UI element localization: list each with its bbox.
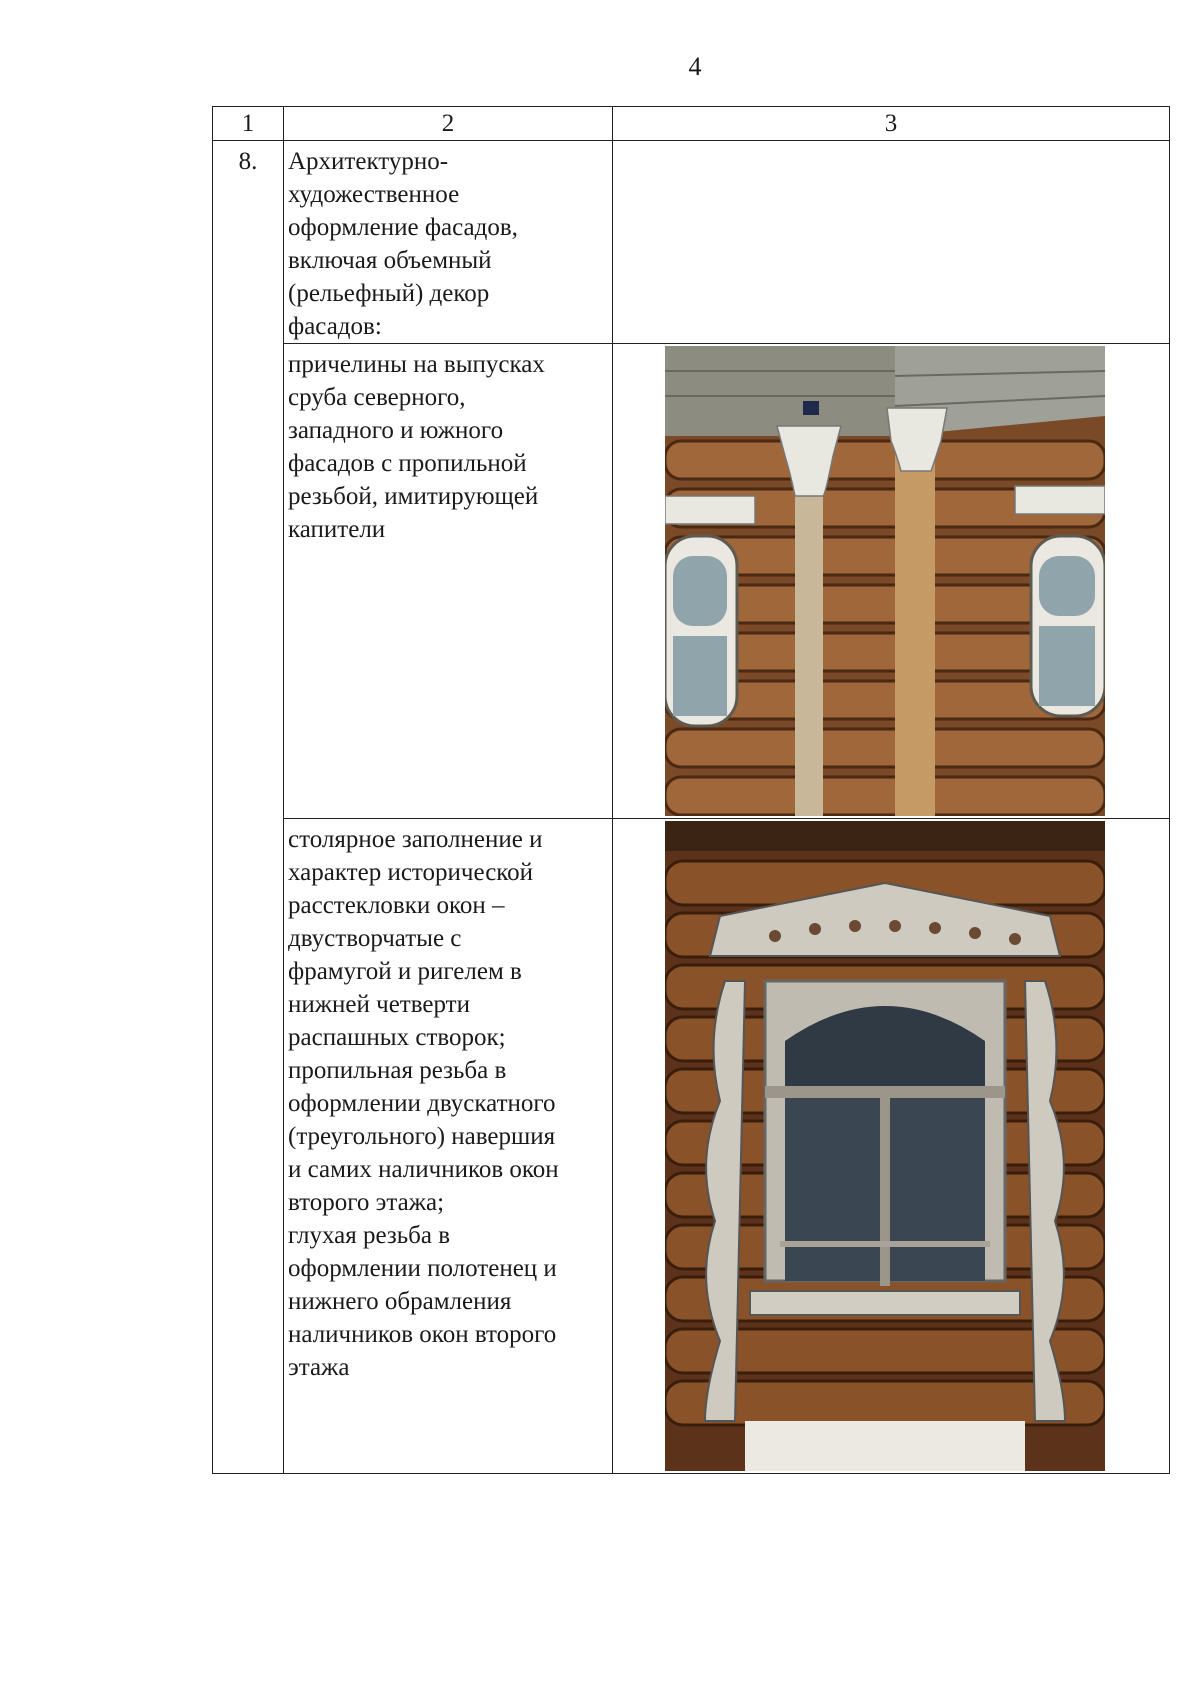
empty-cell [613,141,1170,344]
heritage-table [212,106,1170,1474]
item-text-windows: столярное заполнение и характер исторической расстекловки окон – двустворчатые с фрамугой и ригелем в нижней четверти распашных створок; пропильная резьба в оформлении двускатного (треугольного) навершия и самих наличников окон второго этажа; глухая резьба в оформлении полотенец и нижнего обрамления наличников окон второго этажа [284,819,613,1474]
section-title: Архитектурно- художественное оформление фасадов, включая объемный (рельефный) декор фасадов: [284,141,613,344]
item-text-bargeboards: причелины на выпусках сруба северного, западного и южного фасадов с пропильной резьбой, имитирующей капители [284,344,613,819]
header-col-1: 1 [213,107,284,141]
header-col-2: 2 [284,107,613,141]
photo-carved-window-frame [665,821,1105,1471]
page-number: 4 [688,52,702,81]
table-header-row [213,107,1170,141]
table-row [213,344,1170,819]
row-number: 8. [213,141,284,1474]
header-col-3: 3 [613,107,1170,141]
table-row [213,819,1170,1474]
photo-cell-1 [613,344,1170,819]
photo-cell-2 [613,819,1170,1474]
table-row [213,141,1170,344]
photo-log-house-corner [665,346,1105,816]
